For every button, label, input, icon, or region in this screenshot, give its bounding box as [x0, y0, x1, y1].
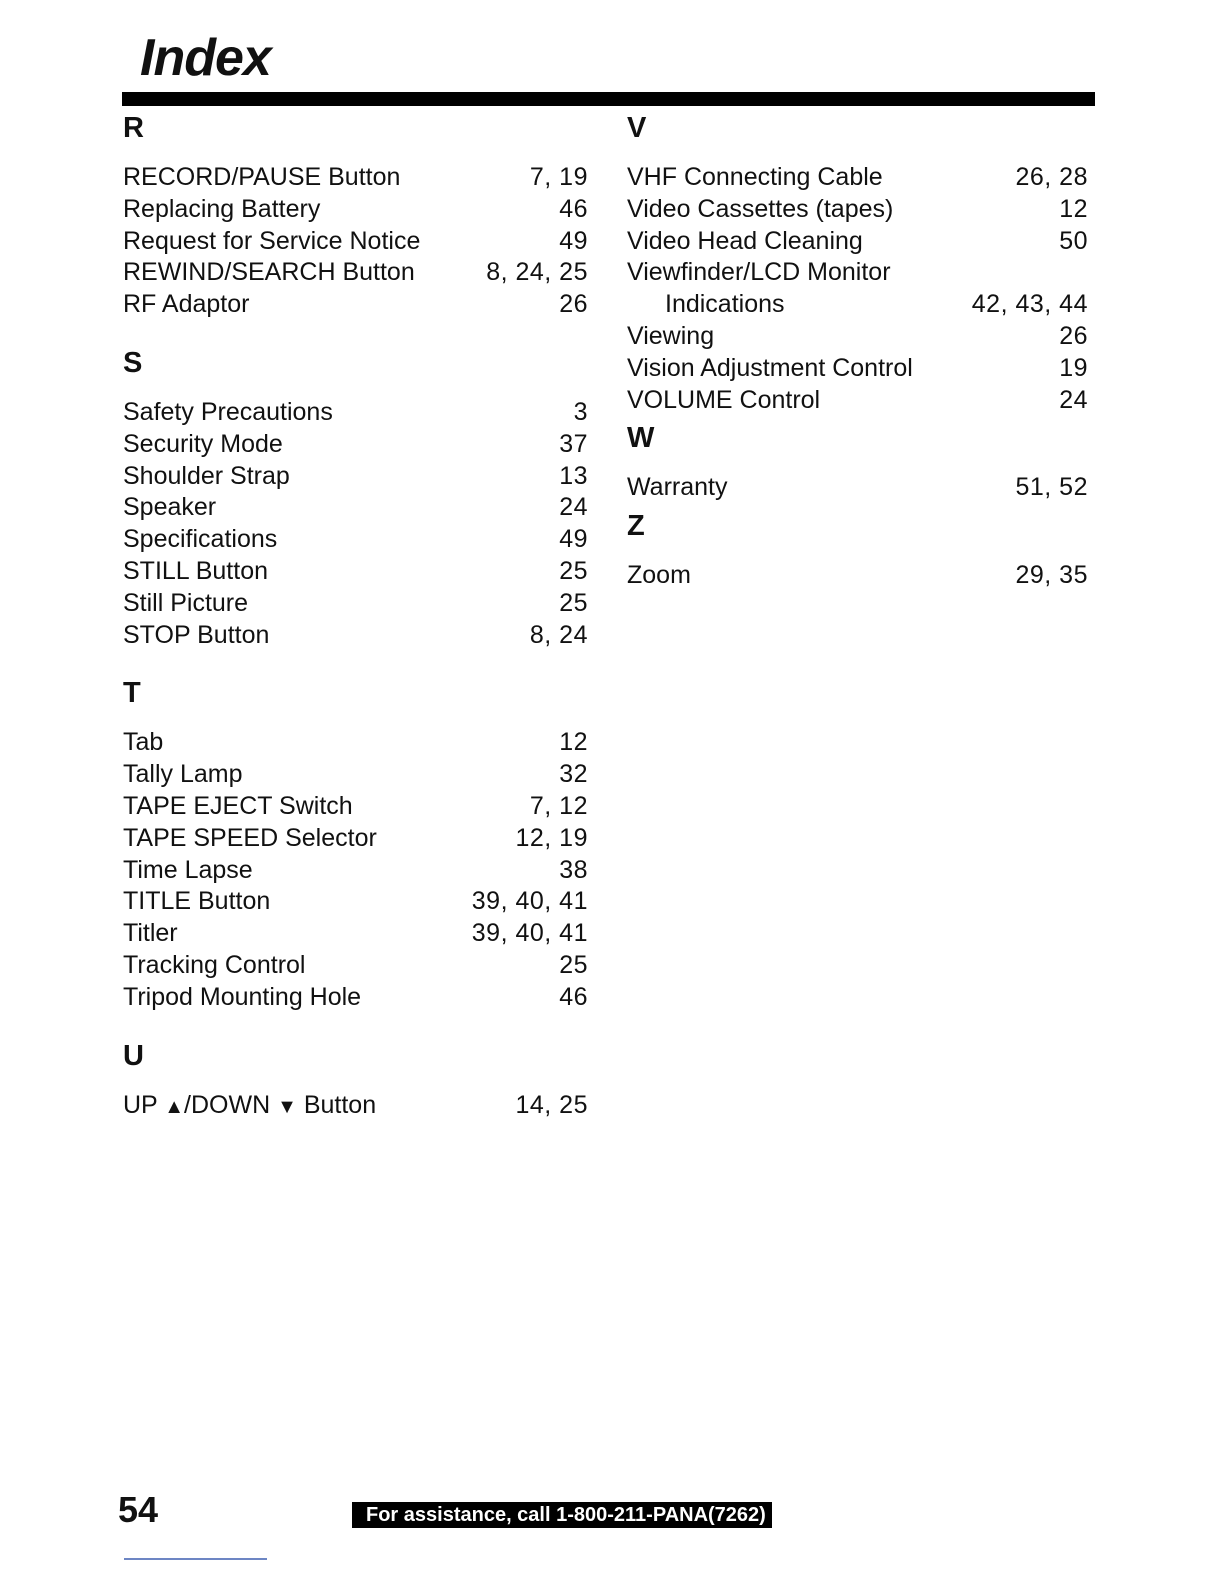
entry-term: TAPE EJECT Switch [123, 791, 353, 820]
entry-term: VOLUME Control [627, 385, 821, 414]
index-entry [123, 620, 588, 652]
entry-term: Video Head Cleaning [627, 226, 863, 255]
entry-pages: 12 [559, 728, 588, 757]
index-section-w [627, 418, 1088, 504]
index-entry [627, 162, 1088, 194]
entry-term: Time Lapse [123, 855, 253, 884]
index-section-r [123, 108, 588, 321]
entry-term: Replacing Battery [123, 194, 321, 223]
entry-term: RECORD/PAUSE Button [123, 163, 401, 191]
index-column-right [627, 106, 1088, 592]
entry-pages: 37 [559, 429, 588, 458]
index-entry [123, 886, 588, 918]
index-column-left [123, 106, 588, 1121]
entry-term: VHF Connecting Cable [627, 163, 883, 191]
entry-term: UP ▲/DOWN ▼ Button [123, 1090, 377, 1119]
index-entry [123, 429, 588, 461]
entry-pages: 8, 24, 25 [486, 258, 588, 287]
index-entry [123, 226, 588, 258]
index-entry [123, 855, 588, 887]
entry-pages: 39, 40, 41 [471, 919, 588, 948]
entry-term: Speaker [123, 493, 217, 522]
section-letter: V [627, 112, 647, 144]
entry-term: Tracking Control [123, 950, 306, 979]
entry-term: Zoom [627, 561, 691, 590]
index-entry [123, 950, 588, 982]
entry-pages: 24 [559, 493, 588, 522]
entry-pages: 51, 52 [1015, 473, 1088, 502]
entry-term: Vision Adjustment Control [627, 353, 913, 382]
index-entry [123, 492, 588, 524]
index-entry [627, 257, 1088, 289]
index-entry [627, 353, 1088, 385]
entry-term: Warranty [627, 473, 728, 502]
section-letter: W [627, 422, 655, 455]
index-section-s [123, 343, 588, 651]
entry-pages: 32 [559, 760, 588, 789]
index-entry [123, 791, 588, 823]
entry-pages: 25 [559, 556, 588, 585]
index-section-v [627, 108, 1088, 416]
entry-pages: 12 [1059, 194, 1088, 223]
entry-term: RF Adaptor [123, 290, 250, 319]
entry-pages: 26 [1059, 321, 1088, 350]
entry-pages: 26, 28 [1015, 163, 1088, 191]
entry-term: Security Mode [123, 429, 283, 458]
entry-term: Viewing [627, 321, 715, 350]
entry-pages: 26 [559, 290, 588, 319]
entry-pages: 12, 19 [515, 823, 588, 852]
entry-term: Tripod Mounting Hole [123, 982, 362, 1011]
section-letter: R [123, 112, 144, 144]
section-letter: Z [627, 510, 645, 543]
entry-term: Specifications [123, 525, 278, 554]
entry-pages: 25 [559, 950, 588, 979]
index-entry [123, 588, 588, 620]
entry-term: TITLE Button [123, 887, 271, 916]
index-entry [123, 1090, 588, 1122]
entry-term: Viewfinder/LCD Monitor [627, 258, 891, 287]
entry-pages: 50 [1059, 226, 1088, 255]
entry-pages: 7, 12 [529, 791, 588, 820]
index-entry [123, 461, 588, 493]
section-letter: T [123, 677, 141, 710]
up-triangle-icon: ▲ [164, 1095, 185, 1118]
index-entry [123, 162, 588, 194]
entry-term: Tally Lamp [123, 760, 243, 789]
entry-pages: 8, 24 [529, 620, 588, 649]
index-section-t [123, 673, 588, 1013]
index-subentry [627, 289, 1088, 321]
index-section-z [627, 506, 1088, 592]
index-entry [123, 556, 588, 588]
index-entry [123, 524, 588, 556]
section-letter: U [123, 1039, 144, 1072]
index-entry [123, 397, 588, 429]
index-entry [627, 385, 1088, 417]
index-entry [123, 289, 588, 321]
entry-term: TAPE SPEED Selector [123, 823, 377, 852]
entry-pages: 38 [559, 855, 588, 884]
entry-pages: 24 [1059, 385, 1088, 414]
entry-term: REWIND/SEARCH Button [123, 258, 415, 287]
footer-line [124, 1558, 267, 1560]
index-entry [627, 194, 1088, 226]
entry-pages: 46 [559, 982, 588, 1011]
index-entry [123, 257, 588, 289]
entry-pages: 46 [559, 194, 588, 223]
index-entry [123, 194, 588, 226]
index-entry [627, 472, 1088, 504]
header-rule [122, 92, 1095, 106]
assistance-banner: For assistance, call 1-800-211-PANA(7262) [352, 1502, 772, 1528]
section-letter: S [123, 346, 143, 379]
entry-term: Titler [123, 919, 178, 948]
entry-pages: 7, 19 [529, 163, 588, 191]
index-entry [627, 321, 1088, 353]
entry-pages: 49 [559, 525, 588, 554]
entry-term: Shoulder Strap [123, 461, 290, 490]
entry-pages: 42, 43, 44 [971, 290, 1088, 319]
page-number: 54 [118, 1489, 159, 1530]
index-entry [123, 759, 588, 791]
entry-pages: 49 [559, 226, 588, 255]
entry-pages: 39, 40, 41 [471, 887, 588, 916]
entry-term: Video Cassettes (tapes) [627, 194, 894, 223]
entry-term: Tab [123, 728, 164, 757]
entry-pages: 29, 35 [1015, 561, 1088, 590]
index-entry [123, 918, 588, 950]
entry-pages: 19 [1059, 353, 1088, 382]
entry-term: Safety Precautions [123, 397, 333, 426]
index-entry [627, 560, 1088, 592]
index-entry [123, 982, 588, 1014]
entry-term: STILL Button [123, 556, 268, 585]
entry-pages: 3 [573, 397, 588, 426]
entry-pages: 14, 25 [515, 1090, 588, 1119]
index-section-u [123, 1036, 588, 1122]
page-title: Index [140, 29, 271, 87]
entry-term: Request for Service Notice [123, 226, 421, 255]
down-triangle-icon: ▼ [277, 1095, 297, 1118]
index-entry [123, 727, 588, 759]
entry-term: Still Picture [123, 588, 249, 617]
entry-term: STOP Button [123, 620, 270, 649]
entry-pages: 13 [559, 461, 588, 490]
index-entry [627, 226, 1088, 258]
index-entry [123, 823, 588, 855]
entry-pages: 25 [559, 588, 588, 617]
entry-term: Indications [665, 290, 785, 319]
